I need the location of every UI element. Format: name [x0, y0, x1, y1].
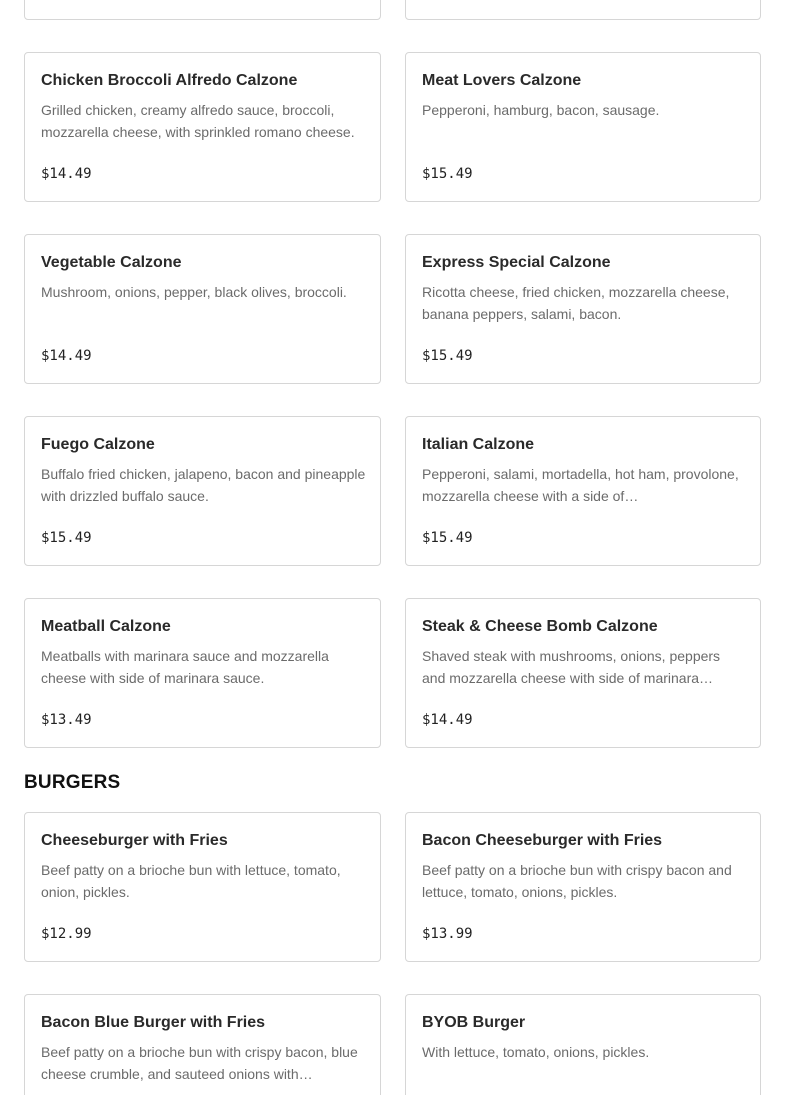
- menu-item-card[interactable]: [405, 598, 761, 748]
- menu-item-price: $14.49: [422, 712, 473, 728]
- menu-item-name: Meatball Calzone: [41, 618, 171, 635]
- menu-item-name: BYOB Burger: [422, 1014, 526, 1031]
- menu-item-card[interactable]: [24, 234, 381, 384]
- menu-item-card[interactable]: [24, 812, 381, 962]
- menu-item-price: $13.49: [41, 712, 92, 728]
- menu-item-description: With lettuce, tomato, onions, pickles.: [422, 1044, 650, 1060]
- menu-item-card[interactable]: [405, 812, 761, 962]
- menu-item-description: Mushroom, onions, pepper, black olives, broccoli.: [41, 284, 347, 300]
- menu-item-name: Italian Calzone: [422, 436, 535, 453]
- menu-item-description: Ricotta cheese, fried chicken, mozzarella cheese, banana peppers, salami, bacon.: [422, 284, 730, 322]
- menu-item-card[interactable]: [24, 416, 381, 566]
- menu-item-description: Shaved steak with mushrooms, onions, peppers and mozzarella cheese with side of marinara…: [422, 648, 721, 686]
- menu-item-card[interactable]: [405, 52, 761, 202]
- menu-item-description: Grilled chicken, creamy alfredo sauce, broccoli, mozzarella cheese, with sprinkled romano cheese.: [41, 102, 355, 140]
- menu-item-description: Meatballs with marinara sauce and mozzarella cheese with side of marinara sauce.: [41, 648, 329, 686]
- menu-item-price: $13.99: [422, 926, 473, 942]
- menu-item-name: Fuego Calzone: [41, 436, 155, 453]
- menu-item-price: $15.49: [422, 348, 473, 364]
- menu-item-card[interactable]: [405, 234, 761, 384]
- menu-item-card-partial[interactable]: [24, 0, 381, 20]
- menu-item-price: $15.49: [422, 166, 473, 182]
- menu-item-name: Meat Lovers Calzone: [422, 72, 582, 89]
- menu-item-name: Vegetable Calzone: [41, 254, 182, 271]
- menu-item-description: Beef patty on a brioche bun with crispy bacon, blue cheese crumble, and sauteed onions with…: [41, 1044, 358, 1082]
- menu-item-card[interactable]: [405, 994, 761, 1095]
- section-heading-burgers: BURGERS: [24, 772, 121, 793]
- menu-item-description: Pepperoni, hamburg, bacon, sausage.: [422, 102, 660, 118]
- menu-item-card-partial[interactable]: [405, 0, 761, 20]
- menu-item-price: $12.99: [41, 926, 92, 942]
- menu-item-description: Beef patty on a brioche bun with lettuce, tomato, onion, pickles.: [41, 862, 341, 900]
- menu-item-description: Beef patty on a brioche bun with crispy bacon and lettuce, tomato, onions, pickles.: [422, 862, 732, 900]
- menu-item-name: Bacon Blue Burger with Fries: [41, 1014, 266, 1031]
- menu-item-card[interactable]: [24, 994, 381, 1095]
- menu-item-name: Steak & Cheese Bomb Calzone: [422, 618, 658, 635]
- menu-item-description: Pepperoni, salami, mortadella, hot ham, provolone, mozzarella cheese with a side of…: [422, 466, 739, 504]
- menu-item-card[interactable]: [405, 416, 761, 566]
- menu-item-price: $14.49: [41, 166, 92, 182]
- menu-item-name: Chicken Broccoli Alfredo Calzone: [41, 72, 298, 89]
- menu-item-price: $14.49: [41, 348, 92, 364]
- menu-item-card[interactable]: [24, 598, 381, 748]
- menu-item-name: Express Special Calzone: [422, 254, 611, 271]
- menu-item-name: Cheeseburger with Fries: [41, 832, 228, 849]
- menu-item-price: $15.49: [41, 530, 92, 546]
- menu-item-price: $15.49: [422, 530, 473, 546]
- menu-item-name: Bacon Cheeseburger with Fries: [422, 832, 663, 849]
- menu-item-card[interactable]: [24, 52, 381, 202]
- menu-item-description: Buffalo fried chicken, jalapeno, bacon and pineapple with drizzled buffalo sauce.: [41, 466, 366, 504]
